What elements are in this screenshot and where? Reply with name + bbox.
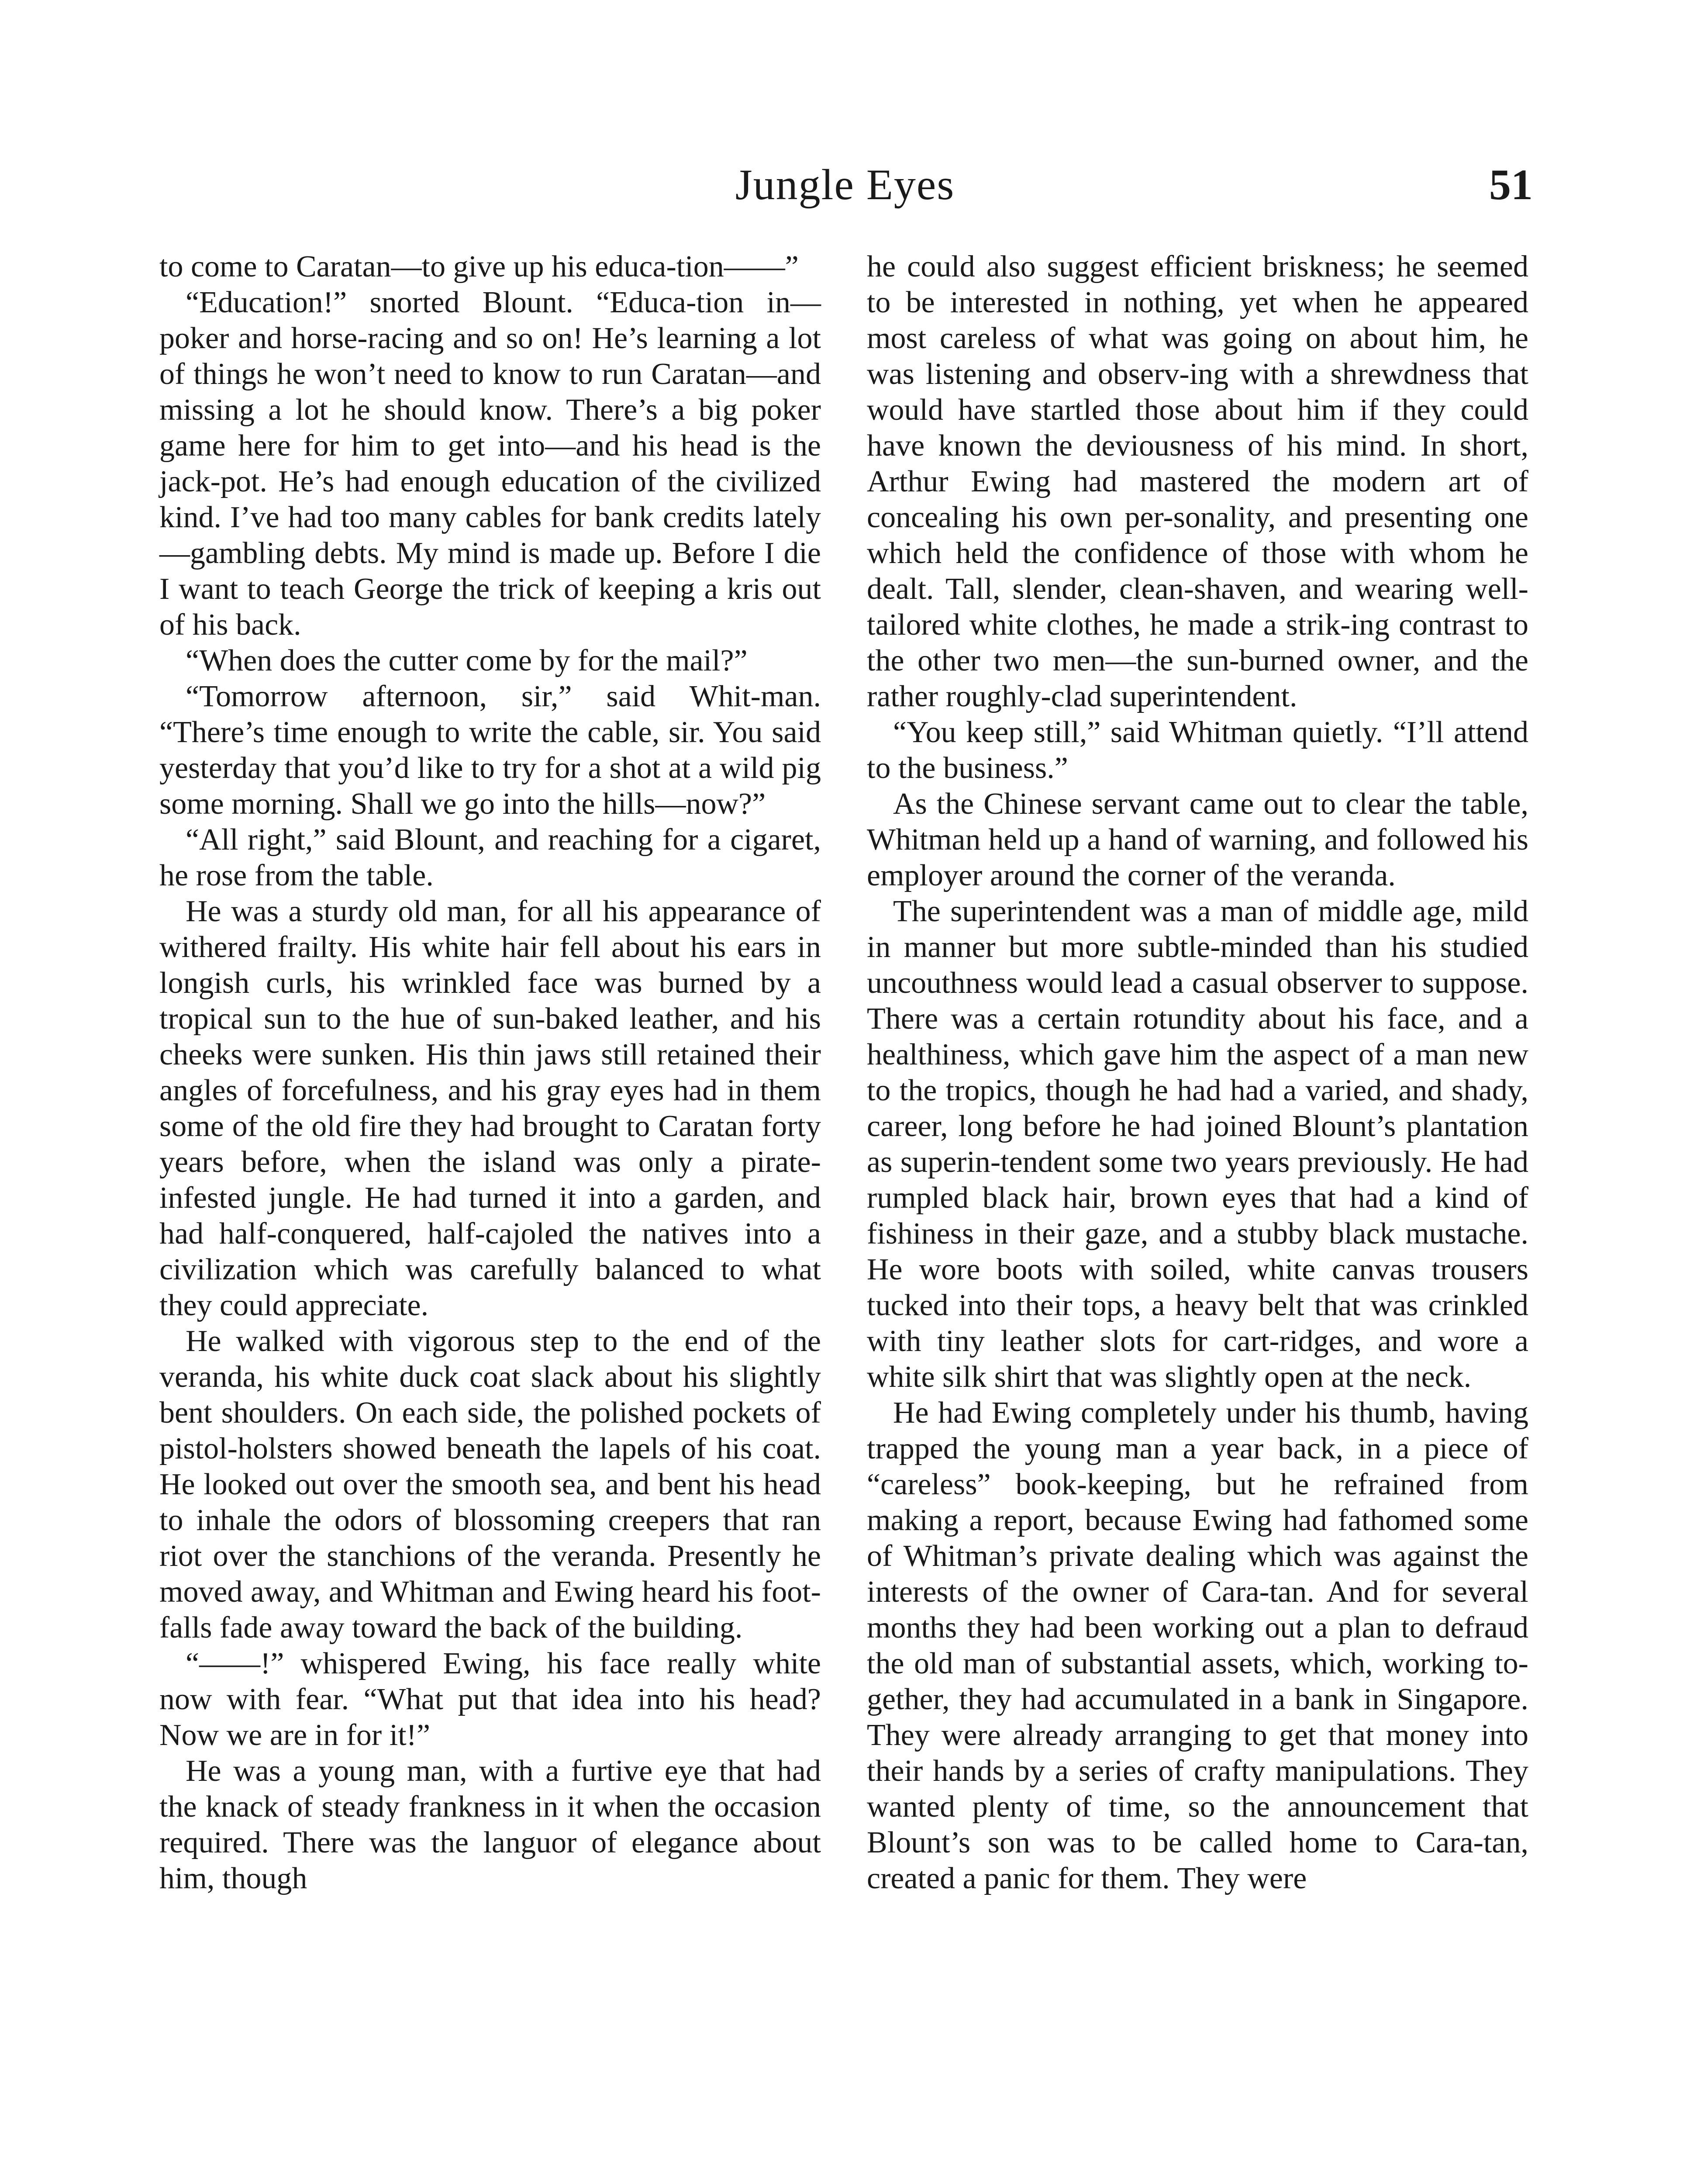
running-title: Jungle Eyes [735, 160, 955, 209]
paragraph: “Education!” snorted Blount. “Educa-tion in—poker and horse-racing and so on! He’s learning a lot of things he won’t need to know to run Caratan—and missing a lot he should know. There’s a big poker game here for him to get into—and his head is the jack-pot. He’s had enough education of the civilized kind. I’ve had too many cables for bank credits lately—gambling debts. My mind is made up. Before I die I want to teach George the trick of keeping a kris out of his back. [159, 286, 821, 642]
paragraph: “You keep still,” said Whitman quietly. “I’ll attend to the business.” [867, 715, 1528, 785]
paragraph: “When does the cutter come by for the mail?” [186, 644, 748, 677]
paragraph: As the Chinese servant came out to clear the table, Whitman held up a hand of warning, and followed his employer around the corner of the veranda. [867, 787, 1528, 892]
paragraph: “——!” whispered Ewing, his face really white now with fear. “What put that idea into his head? Now we are in for it!” [159, 1647, 821, 1752]
paragraph: “Tomorrow afternoon, sir,” said Whit-man. “There’s time enough to write the cable, sir. You said yesterday that you’d like to try for a shot at a wild pig some morning. Shall we go into the hills—now?” [159, 680, 821, 821]
paragraph: He had Ewing completely under his thumb, having trapped the young man a year back, in a piece of “careless” book-keeping, but he refrained from making a report, because Ewing had fathomed some of Whitman’s private dealing which was against the interests of the owner of Cara-tan. And for several months they had been working out a plan to defraud the old man of substantial assets, which, working to-gether, they had accumulated in a bank in Singapore. They were already arranging to get that money into their hands by a series of crafty manipulations. They wanted plenty of time, so the announcement that Blount’s son was to be called home to Cara-tan, created a panic for them. They were [867, 1396, 1528, 1895]
paragraph: he could also suggest efficient briskness; he seemed to be interested in nothing, yet when he appeared most careless of what was going on about him, he was listening and observ-ing with a shrewdness that would have startled those about him if they could have known the deviousness of his mind. In short, Arthur Ewing had mastered the modern art of concealing his own per-sonality, and presenting one which held the confidence of those with whom he dealt. Tall, slender, clean-shaven, and wearing well-tailored white clothes, he made a strik-ing contrast to the other two men—the sun-burned owner, and the rather roughly-clad superintendent. [867, 250, 1528, 713]
paragraph: He was a young man, with a furtive eye that had the knack of steady frankness in it when the occasion required. There was the languor of elegance about him, though [159, 1754, 821, 1895]
paragraph: to come to Caratan—to give up his educa-tion——” [159, 250, 799, 283]
right-column [867, 249, 1528, 1897]
paragraph: He was a sturdy old man, for all his appearance of withered frailty. His white hair fell about his ears in longish curls, his wrinkled face was burned by a tropical sun to the hue of sun-baked leather, and his cheeks were sunken. His thin jaws still retained their angles of forcefulness, and his gray eyes had in them some of the old fire they had brought to Caratan forty years before, when the island was only a pirate-infested jungle. He had turned it into a garden, and had half-conquered, half-cajoled the natives into a civilization which was carefully balanced to what they could appreciate. [159, 895, 821, 1322]
left-column [159, 249, 821, 1897]
paragraph: The superintendent was a man of middle age, mild in manner but more subtle-minded than his studied uncouthness would lead a casual observer to suppose. There was a certain rotundity about his face, and a healthiness, which gave him the aspect of a man new to the tropics, though he had had a varied, and shady, career, long before he had joined Blount’s plantation as superin-tendent some two years previously. He had rumpled black hair, brown eyes that had a kind of fishiness in their gaze, and a stubby black mustache. He wore boots with soiled, white canvas trousers tucked into their tops, a heavy belt that was crinkled with tiny leather slots for cart-ridges, and wore a white silk shirt that was slightly open at the neck. [867, 895, 1528, 1394]
page-number: 51 [1489, 160, 1533, 209]
paragraph: “All right,” said Blount, and reaching for a cigaret, he rose from the table. [159, 823, 821, 892]
paragraph: He walked with vigorous step to the end of the veranda, his white duck coat slack about his slightly bent shoulders. On each side, the polished pockets of pistol-holsters showed beneath the lapels of his coat. He looked out over the smooth sea, and bent his head to inhale the odors of blossoming creepers that ran riot over the stanchions of the veranda. Presently he moved away, and Whitman and Ewing heard his foot-falls fade away toward the back of the building. [159, 1324, 821, 1645]
page-header [157, 155, 1533, 216]
